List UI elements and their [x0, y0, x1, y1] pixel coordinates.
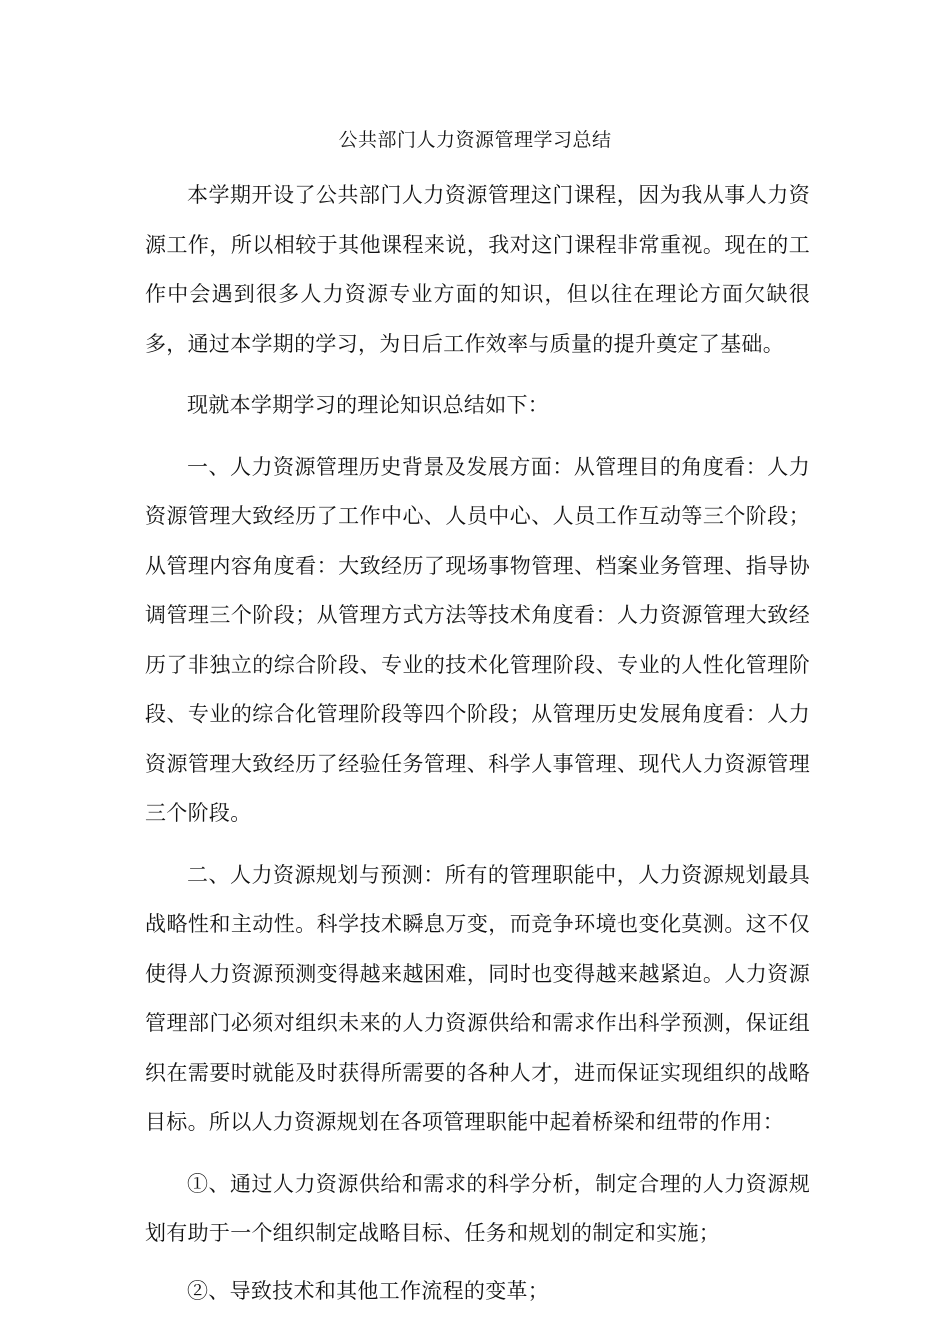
- paragraph-section-2: 二、人力资源规划与预测：所有的管理职能中，人力资源规划最具战略性和主动性。科学技术瞬息万变，而竞争环境也变化莫测。这不仅使得人力资源预测变得越来越困难，同时也变得越来越紧迫。人力资源管理部门必须对组织未来的人力资源供给和需求作出科学预测，保证组织在需要时就能及时获得所需要的各种人才，进而保证实现组织的战略目标。所以人力资源规划在各项管理职能中起着桥梁和纽带的作用：: [145, 862, 810, 1134]
- paragraph-item-1: ①、通过人力资源供给和需求的科学分析，制定合理的人力资源规划有助于一个组织制定战略目标、任务和规划的制定和实施；: [145, 1171, 810, 1245]
- paragraph-intro: 本学期开设了公共部门人力资源管理这门课程，因为我从事人力资源工作，所以相较于其他课程来说，我对这门课程非常重视。现在的工作中会遇到很多人力资源专业方面的知识，但以往在理论方面欠缺很多，通过本学期的学习，为日后工作效率与质量的提升奠定了基础。: [145, 183, 810, 356]
- paragraph-item-2: ②、导致技术和其他工作流程的变革；: [187, 1278, 550, 1303]
- document-title: 公共部门人力资源管理学习总结: [338, 129, 612, 151]
- paragraph-section-1: 一、人力资源管理历史背景及发展方面：从管理目的角度看：人力资源管理大致经历了工作中心、人员中心、人员工作互动等三个阶段；从管理内容角度看：大致经历了现场事物管理、档案业务管理、指导协调管理三个阶段；从管理方式方法等技术角度看：人力资源管理大致经历了非独立的综合阶段、专业的技术化管理阶段、专业的人性化管理阶段、专业的综合化管理阶段等四个阶段；从管理历史发展角度看：人力资源管理大致经历了经验任务管理、科学人事管理、现代人力资源管理三个阶段。: [145, 454, 810, 825]
- document-body: [145, 171, 810, 1328]
- paragraph-summary-lead: 现就本学期学习的理论知识总结如下：: [187, 393, 550, 417]
